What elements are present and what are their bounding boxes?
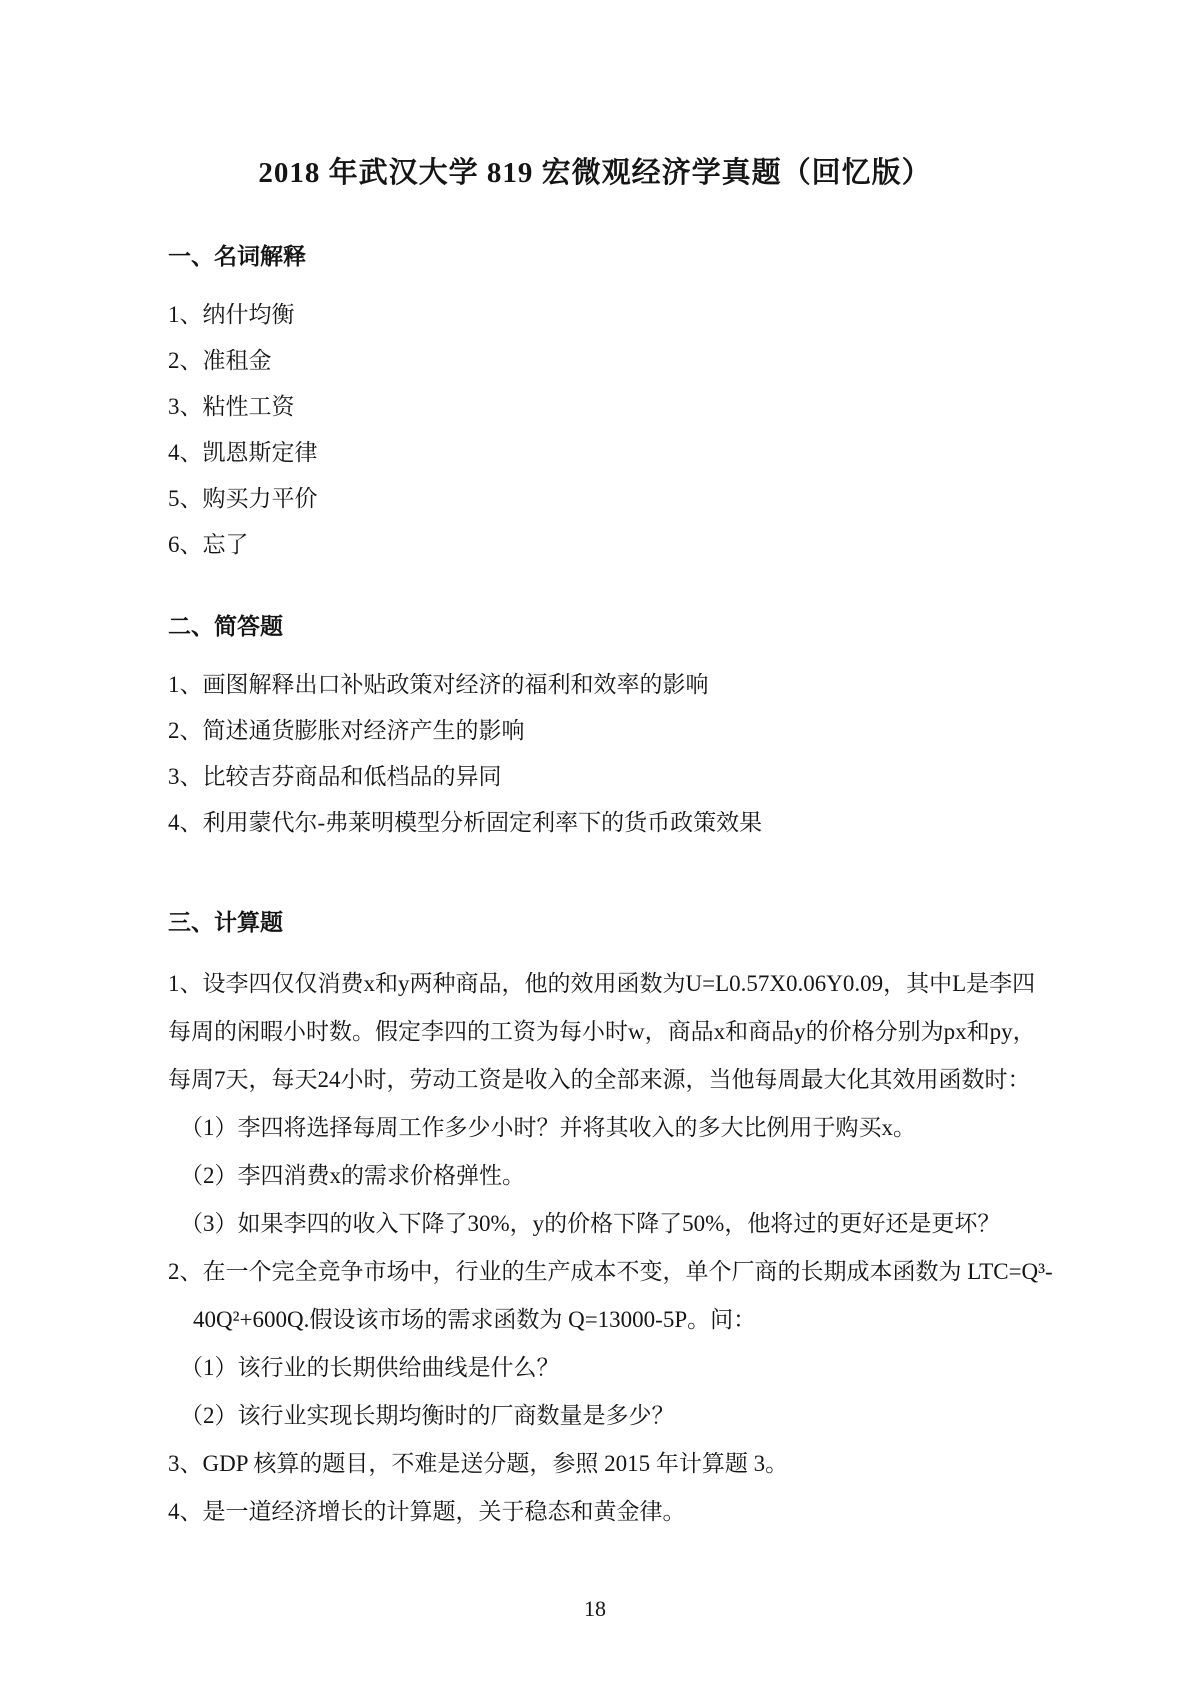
question-line: 2、在一个完全竞争市场中，行业的生产成本不变，单个厂商的长期成本函数为 LTC=Q³-	[168, 1259, 1053, 1284]
question-subline: （2）李四消费x的需求价格弹性。	[180, 1163, 525, 1188]
question-line: 1、设李四仅仅消费x和y两种商品，他的效用函数为U=L0.57X0.06Y0.09，其中L是李四	[168, 971, 1036, 996]
page-number: 18	[584, 1596, 606, 1621]
question-line: 3、比较吉芬商品和低档品的异同	[168, 764, 502, 789]
question-line: 每周的闲暇小时数。假定李四的工资为每小时w，商品x和商品y的价格分别为px和py，	[168, 1019, 1036, 1044]
question-subline: （2）该行业实现长期均衡时的厂商数量是多少？	[180, 1403, 675, 1428]
page-title: 2018 年武汉大学 819 宏微观经济学真题（回忆版）	[258, 157, 932, 189]
term-item: 1、纳什均衡	[168, 302, 295, 327]
term-item: 5、购买力平价	[168, 486, 318, 511]
question-line: 每周7天，每天24小时，劳动工资是收入的全部来源，当他每周最大化其效用函数时：	[168, 1067, 1031, 1092]
question-line: 3、GDP 核算的题目，不难是送分题，参照 2015 年计算题 3。	[168, 1451, 789, 1476]
question-line: 4、是一道经济增长的计算题，关于稳态和黄金律。	[168, 1499, 686, 1524]
question-line: 1、画图解释出口补贴政策对经济的福利和效率的影响	[168, 672, 709, 697]
section-heading: 三、计算题	[168, 910, 283, 935]
section-calculation	[168, 908, 1053, 1536]
term-item: 3、粘性工资	[168, 394, 295, 419]
term-item: 6、忘了	[168, 532, 249, 557]
question-line: 2、简述通货膨胀对经济产生的影响	[168, 718, 525, 743]
question-subline: （3）如果李四的收入下降了30%，y的价格下降了50%，他将过的更好还是更坏？	[180, 1211, 1001, 1236]
term-item: 2、准租金	[168, 348, 272, 373]
question-line: 4、利用蒙代尔-弗莱明模型分析固定利率下的货币政策效果	[168, 810, 763, 835]
section-heading: 二、简答题	[168, 614, 283, 639]
question-subline: （1）李四将选择每周工作多少小时？并将其收入的多大比例用于购买x。	[180, 1115, 916, 1140]
section-heading: 一、名词解释	[168, 244, 306, 269]
term-item: 4、凯恩斯定律	[168, 440, 318, 465]
section-short-answer	[168, 612, 1048, 846]
question-subline: （1）该行业的长期供给曲线是什么？	[180, 1355, 560, 1380]
question-line: 40Q²+600Q.假设该市场的需求函数为 Q=13000-5P。问：	[193, 1307, 757, 1332]
section-terms	[168, 242, 1048, 568]
